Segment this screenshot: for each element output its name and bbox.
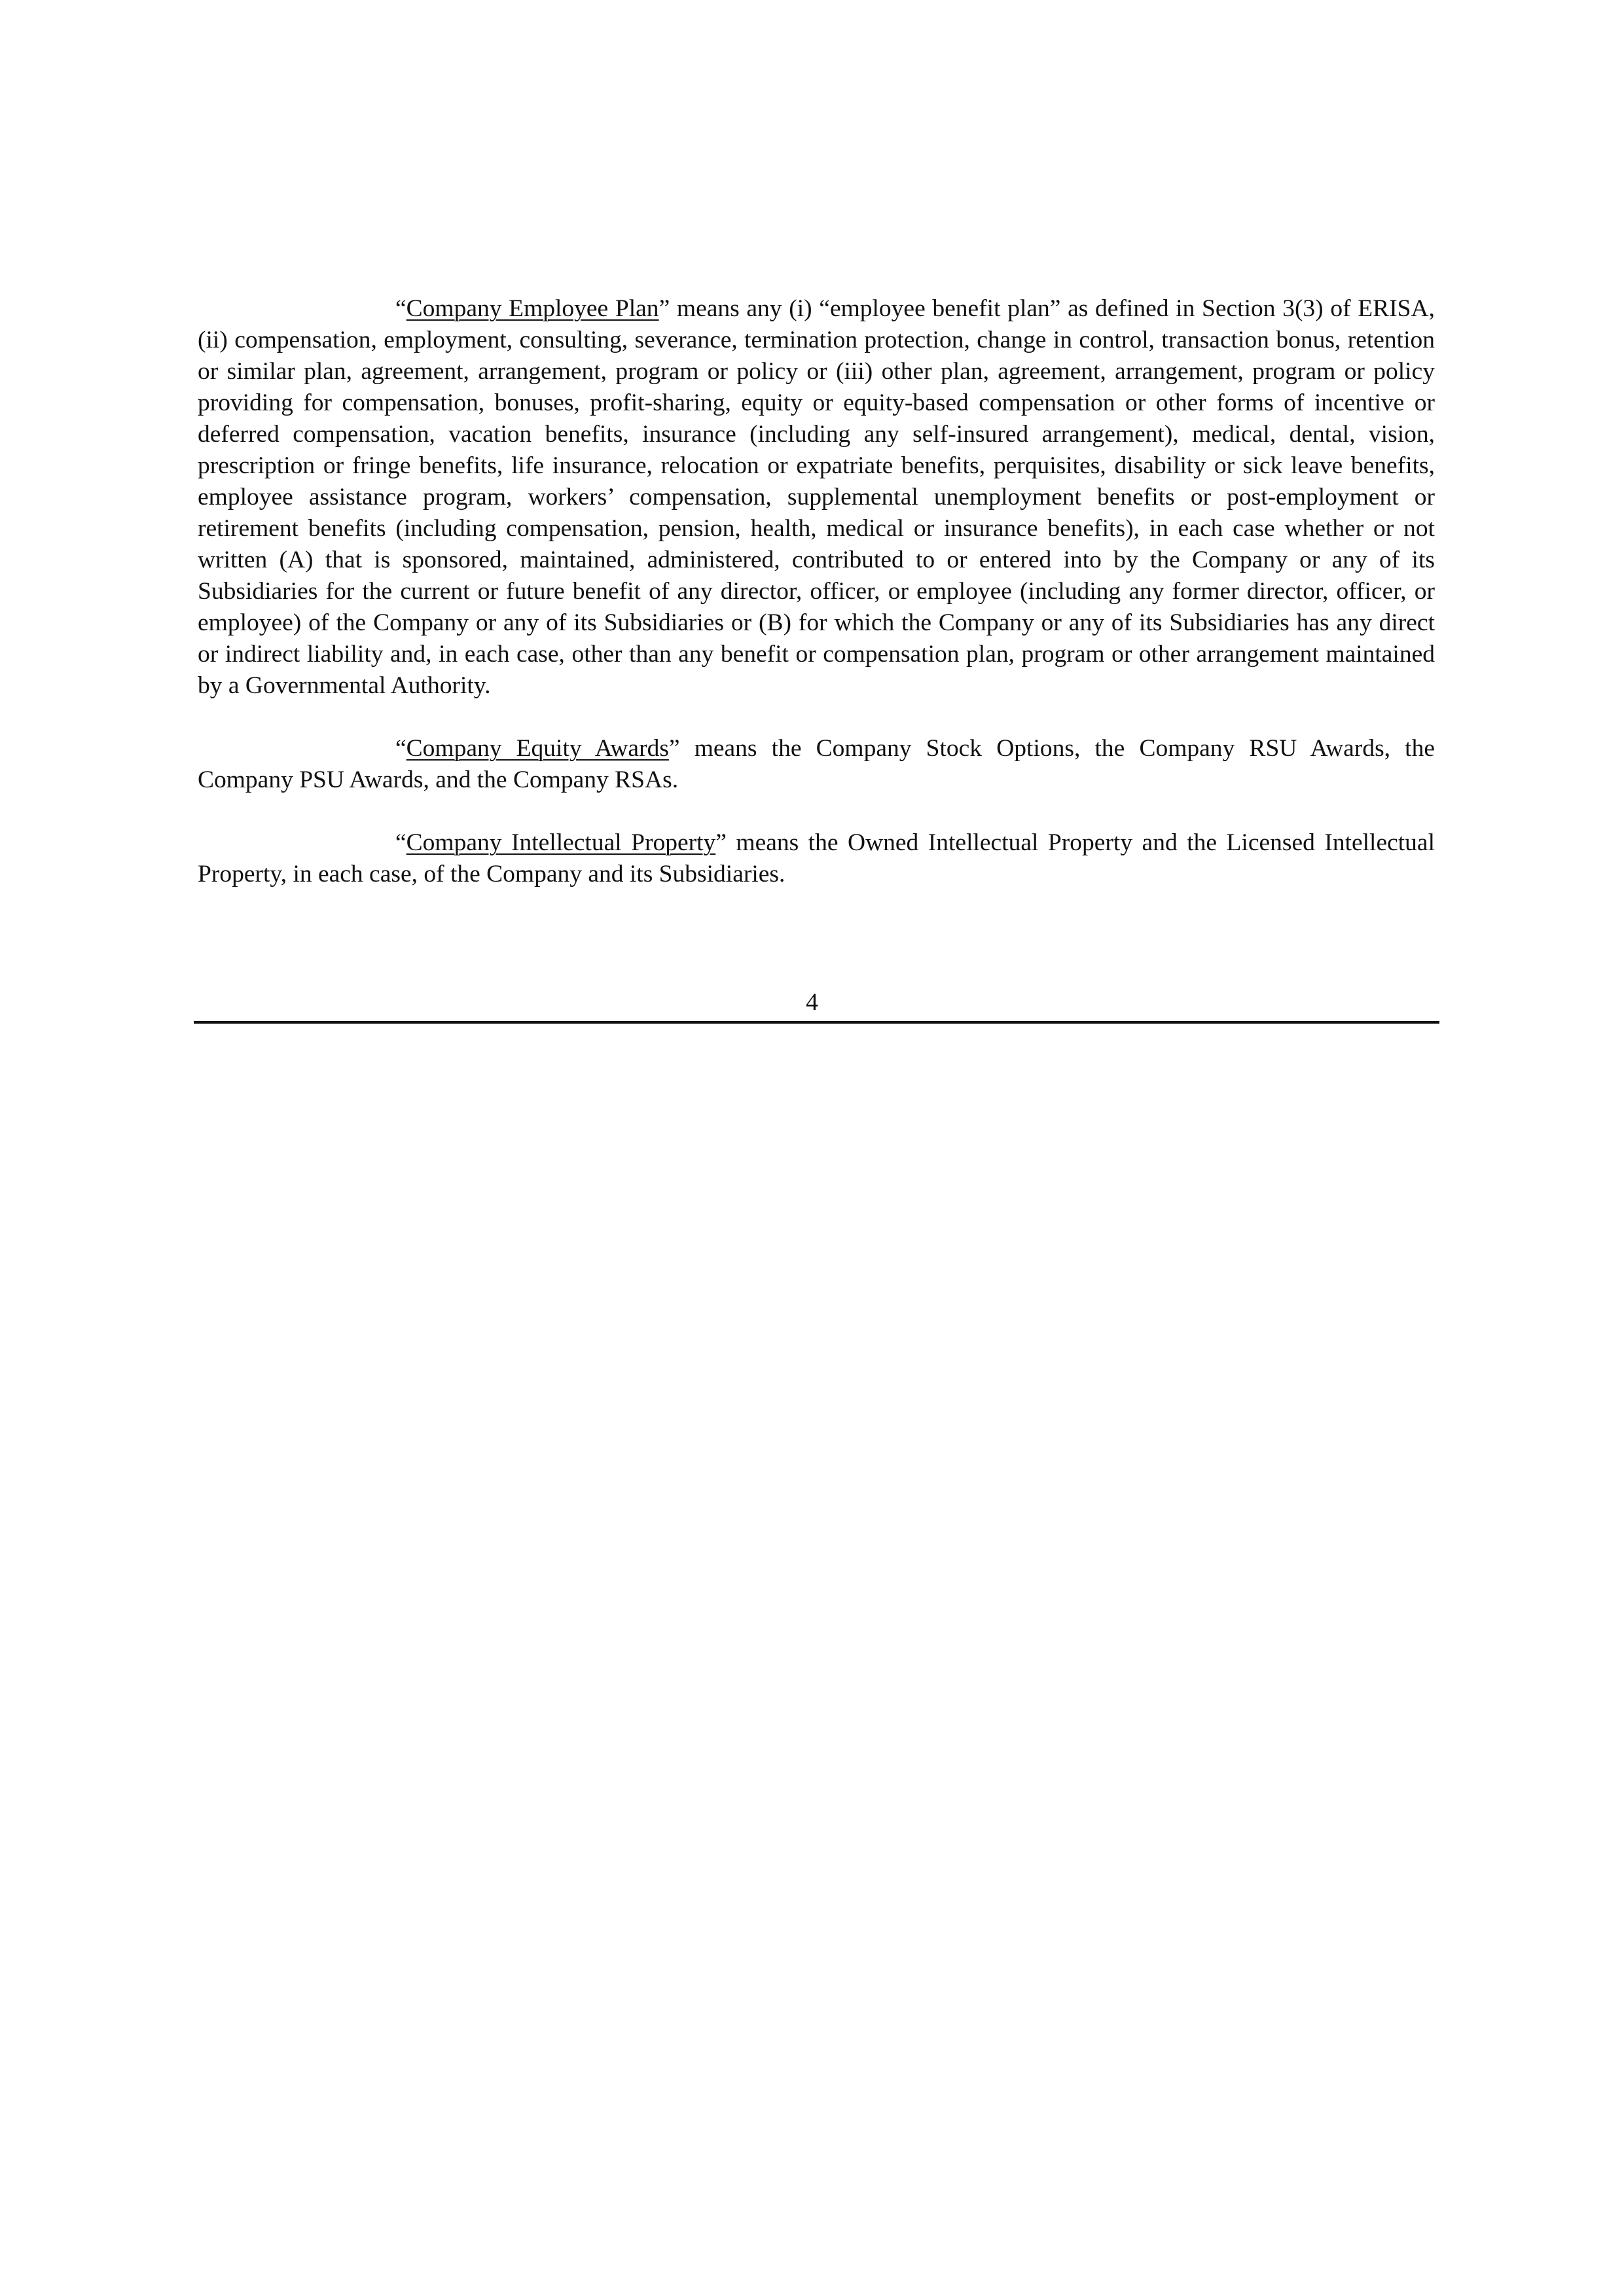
page-number: 4 [806, 989, 818, 1016]
definition-paragraph [198, 293, 1435, 702]
defined-term: Company Intellectual Property [406, 829, 716, 856]
definition-paragraph [198, 733, 1435, 796]
footer-divider [194, 1021, 1439, 1024]
definition-paragraph [198, 827, 1435, 890]
document-body [198, 293, 1435, 890]
open-quote: “ [395, 829, 406, 856]
definition-text: ” means any (i) “employee benefit plan” as defined in Section 3(3) of ERISA, (ii) compensation, employment, consulting, severance, termination protection, change in control, transaction bonus, retention or similar plan, agreement, arrangement, program or policy or (iii) other plan, agreement, arrangement, program or policy providing for compensation, bonuses, profit-sharing, equity or equity-based compensation or other forms of incentive or deferred compensation, vacation benefits, insurance (including any self-insured arrangement), medical, dental, vision, prescription or fringe benefits, life insurance, relocation or expatriate benefits, perquisites, disability or sick leave benefits, employee assistance program, workers’ compensation, supplemental unemployment benefits or post-employment or retirement benefits (including compensation, pension, health, medical or insurance benefits), in each case whether or not written (A) that is sponsored, maintained, administered, contributed to or entered into by the Company or any of its Subsidiaries for the current or future benefit of any director, officer, or employee (including any former director, officer, or employee) of the Company or any of its Subsidiaries or (B) for which the Company or any of its Subsidiaries has any direct or indirect liability and, in each case, other than any benefit or compensation plan, program or other arrangement maintained by a Governmental Authority. [198, 295, 1435, 699]
definition-text: ” means the Company Stock Options, the Company RSU Awards, the Company PSU Awards, and the Company RSAs. [198, 735, 1435, 793]
open-quote: “ [395, 295, 406, 322]
defined-term: Company Equity Awards [406, 735, 669, 762]
defined-term: Company Employee Plan [406, 295, 659, 322]
definition-text: ” means the Owned Intellectual Property and the Licensed Intellectual Property, in each case, of the Company and its Subsidiaries. [198, 829, 1435, 888]
open-quote: “ [395, 735, 406, 762]
